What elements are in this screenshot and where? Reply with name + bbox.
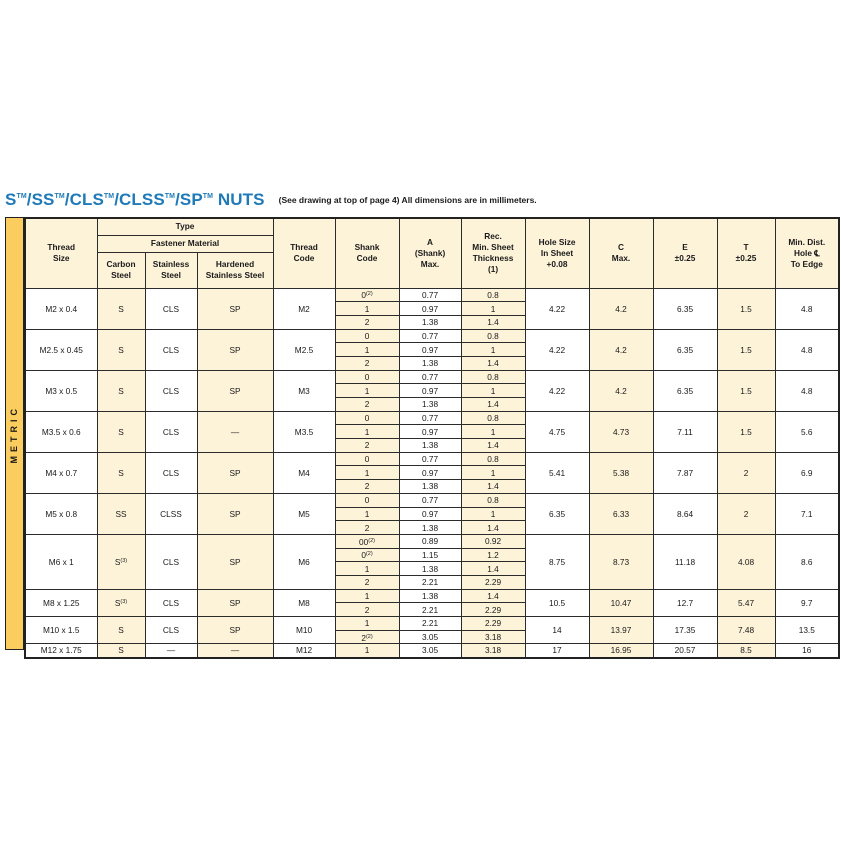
cell-stainless-steel: CLS xyxy=(145,452,197,493)
table-row xyxy=(25,644,839,658)
cell-shank-value: 1 xyxy=(364,467,370,478)
cell-shank-value: 0 xyxy=(364,330,370,341)
cell-a-shank: 1.38 xyxy=(399,589,461,603)
cell-rec-min-sheet: 1 xyxy=(461,425,525,439)
footnote-ref: (3) xyxy=(120,558,128,565)
cell-t: 1.5 xyxy=(717,288,775,329)
cell-rec-min-sheet: 0.8 xyxy=(461,493,525,507)
cell-shank-code xyxy=(335,315,399,329)
cell-c-max: 16.95 xyxy=(589,644,653,658)
header-hole-size: Hole Size In Sheet +0.08 xyxy=(525,218,589,288)
header-fastener-material: Fastener Material xyxy=(97,235,273,252)
cell-rec-min-sheet: 0.8 xyxy=(461,411,525,425)
cell-rec-min-sheet: 1 xyxy=(461,302,525,316)
title-part: /SP xyxy=(175,190,203,209)
cell-shank-code xyxy=(335,370,399,384)
cell-carbon-steel xyxy=(97,329,145,370)
cell-a-shank: 2.21 xyxy=(399,575,461,589)
title-part: /CLSS xyxy=(114,190,165,209)
cell-carbon-value: SS xyxy=(115,508,127,519)
title-note: (See drawing at top of page 4) All dimensions are in millimeters. xyxy=(278,195,537,205)
cell-shank-value: 1 xyxy=(364,618,370,629)
cell-shank-value: 0 xyxy=(364,454,370,465)
cell-carbon-value: S xyxy=(114,557,121,568)
cell-a-shank: 1.38 xyxy=(399,562,461,576)
cell-rec-min-sheet: 3.18 xyxy=(461,644,525,658)
cell-thread-code: M3.5 xyxy=(273,411,335,452)
cell-shank-code xyxy=(335,425,399,439)
cell-a-shank: 0.97 xyxy=(399,302,461,316)
cell-shank-code xyxy=(335,439,399,453)
cell-shank-code xyxy=(335,507,399,521)
cell-shank-value: 2 xyxy=(364,481,370,492)
cell-thread-size: M5 x 0.8 xyxy=(25,493,97,534)
cell-thread-code: M3 xyxy=(273,370,335,411)
cell-shank-code xyxy=(335,493,399,507)
cell-rec-min-sheet: 1 xyxy=(461,507,525,521)
cell-e: 17.35 xyxy=(653,617,717,644)
trademark-mark: TM xyxy=(202,193,214,200)
cell-hardened-stainless: SP xyxy=(197,617,273,644)
table-row xyxy=(25,452,839,466)
cell-shank-code xyxy=(335,302,399,316)
cell-stainless-steel: CLS xyxy=(145,534,197,589)
cell-c-max: 13.97 xyxy=(589,617,653,644)
cell-min-dist: 4.8 xyxy=(775,288,839,329)
cell-carbon-steel xyxy=(97,493,145,534)
cell-hardened-stainless: SP xyxy=(197,534,273,589)
header-thread-code: Thread Code xyxy=(273,218,335,288)
cell-a-shank: 1.38 xyxy=(399,521,461,535)
cell-a-shank: 0.89 xyxy=(399,534,461,548)
cell-carbon-value: S xyxy=(118,645,124,656)
cell-rec-min-sheet: 1.4 xyxy=(461,521,525,535)
cell-hole-size: 17 xyxy=(525,644,589,658)
header-a-shank: A (Shank) Max. xyxy=(399,218,461,288)
metric-side-label xyxy=(8,405,21,464)
cell-shank-value: 1 xyxy=(364,563,370,574)
header-t: T ±0.25 xyxy=(717,218,775,288)
title-part: /SS xyxy=(26,190,55,209)
cell-carbon-steel xyxy=(97,534,145,589)
cell-shank-code xyxy=(335,562,399,576)
cell-stainless-steel: CLS xyxy=(145,288,197,329)
cell-rec-min-sheet: 1 xyxy=(461,384,525,398)
cell-hole-size: 5.41 xyxy=(525,452,589,493)
cell-c-max: 5.38 xyxy=(589,452,653,493)
cell-t: 1.5 xyxy=(717,370,775,411)
cell-shank-code xyxy=(335,630,399,644)
cell-thread-code: M2 xyxy=(273,288,335,329)
cell-t: 5.47 xyxy=(717,589,775,616)
footnote-ref: (3) xyxy=(120,599,128,606)
cell-a-shank: 0.77 xyxy=(399,452,461,466)
cell-c-max: 4.2 xyxy=(589,288,653,329)
cell-shank-value: 1 xyxy=(364,590,370,601)
cell-hardened-stainless: SP xyxy=(197,329,273,370)
cell-stainless-steel: CLS xyxy=(145,411,197,452)
cell-shank-code xyxy=(335,603,399,617)
table-body xyxy=(25,288,839,658)
cell-shank-code xyxy=(335,411,399,425)
cell-thread-code: M8 xyxy=(273,589,335,616)
cell-shank-value: 2 xyxy=(364,522,370,533)
cell-shank-code xyxy=(335,452,399,466)
cell-shank-code xyxy=(335,288,399,302)
cell-shank-code xyxy=(335,466,399,480)
cell-shank-code xyxy=(335,575,399,589)
cell-hole-size: 8.75 xyxy=(525,534,589,589)
trademark-mark: TM xyxy=(164,193,176,200)
title-main xyxy=(5,190,265,209)
cell-hole-size: 10.5 xyxy=(525,589,589,616)
cell-shank-code xyxy=(335,398,399,412)
cell-rec-min-sheet: 1 xyxy=(461,466,525,480)
cell-a-shank: 0.97 xyxy=(399,384,461,398)
cell-shank-code xyxy=(335,521,399,535)
cell-shank-value: 1 xyxy=(364,508,370,519)
cell-rec-min-sheet: 3.18 xyxy=(461,630,525,644)
cell-carbon-value: S xyxy=(118,426,124,437)
cell-e: 6.35 xyxy=(653,288,717,329)
title-part: /CLS xyxy=(64,190,104,209)
cell-thread-size: M6 x 1 xyxy=(25,534,97,589)
header-shank-code: Shank Code xyxy=(335,218,399,288)
title-part: S xyxy=(5,190,17,209)
cell-thread-size: M2 x 0.4 xyxy=(25,288,97,329)
table-row xyxy=(25,617,839,631)
cell-rec-min-sheet: 2.29 xyxy=(461,575,525,589)
cell-a-shank: 0.77 xyxy=(399,370,461,384)
cell-e: 6.35 xyxy=(653,329,717,370)
cell-thread-size: M3.5 x 0.6 xyxy=(25,411,97,452)
header-thread-size: Thread Size xyxy=(25,218,97,288)
cell-hole-size: 4.75 xyxy=(525,411,589,452)
cell-a-shank: 3.05 xyxy=(399,630,461,644)
page-title xyxy=(5,190,537,210)
header-c-max: C Max. xyxy=(589,218,653,288)
cell-thread-size: M2.5 x 0.45 xyxy=(25,329,97,370)
cell-shank-code xyxy=(335,548,399,562)
cell-shank-value: 2 xyxy=(364,440,370,451)
side-label-text: METRIC xyxy=(9,405,19,464)
table-row xyxy=(25,411,839,425)
cell-carbon-steel xyxy=(97,452,145,493)
trademark-mark: TM xyxy=(54,193,65,200)
cell-a-shank: 1.38 xyxy=(399,356,461,370)
cell-min-dist: 13.5 xyxy=(775,617,839,644)
cell-hole-size: 4.22 xyxy=(525,288,589,329)
cell-shank-value: 2 xyxy=(364,317,370,328)
cell-rec-min-sheet: 0.8 xyxy=(461,329,525,343)
cell-rec-min-sheet: 1.4 xyxy=(461,356,525,370)
table-row xyxy=(25,288,839,302)
cell-shank-value: 0 xyxy=(364,371,370,382)
cell-rec-min-sheet: 1.4 xyxy=(461,589,525,603)
cell-a-shank: 1.38 xyxy=(399,439,461,453)
cell-t: 2 xyxy=(717,493,775,534)
cell-c-max: 4.2 xyxy=(589,329,653,370)
footnote-ref: (2) xyxy=(368,537,376,544)
cell-hole-size: 14 xyxy=(525,617,589,644)
header-rec-min-sheet: Rec. Min. Sheet Thickness (1) xyxy=(461,218,525,288)
cell-min-dist: 9.7 xyxy=(775,589,839,616)
cell-carbon-steel xyxy=(97,644,145,658)
cell-hardened-stainless: SP xyxy=(197,452,273,493)
cell-rec-min-sheet: 2.29 xyxy=(461,603,525,617)
cell-carbon-steel xyxy=(97,589,145,616)
title-part: NUTS xyxy=(213,190,265,209)
cell-a-shank: 0.97 xyxy=(399,343,461,357)
cell-c-max: 4.73 xyxy=(589,411,653,452)
cell-rec-min-sheet: 0.92 xyxy=(461,534,525,548)
cell-hole-size: 4.22 xyxy=(525,370,589,411)
cell-a-shank: 0.97 xyxy=(399,507,461,521)
cell-shank-code xyxy=(335,343,399,357)
trademark-mark: TM xyxy=(103,193,115,200)
trademark-mark: TM xyxy=(16,193,27,200)
cell-shank-code xyxy=(335,644,399,658)
cell-a-shank: 1.38 xyxy=(399,398,461,412)
cell-carbon-steel xyxy=(97,617,145,644)
cell-e: 8.64 xyxy=(653,493,717,534)
cell-carbon-value: S xyxy=(118,625,124,636)
cell-rec-min-sheet: 1.4 xyxy=(461,439,525,453)
cell-shank-code xyxy=(335,480,399,494)
cell-a-shank: 0.77 xyxy=(399,411,461,425)
cell-thread-size: M3 x 0.5 xyxy=(25,370,97,411)
cell-hole-size: 6.35 xyxy=(525,493,589,534)
cell-t: 8.5 xyxy=(717,644,775,658)
cell-thread-size: M10 x 1.5 xyxy=(25,617,97,644)
cell-thread-code: M5 xyxy=(273,493,335,534)
cell-shank-value: 0 xyxy=(361,550,366,561)
header-hardened-stainless: Hardened Stainless Steel xyxy=(197,252,273,288)
cell-shank-code xyxy=(335,384,399,398)
cell-carbon-value: S xyxy=(118,344,124,355)
cell-e: 7.11 xyxy=(653,411,717,452)
cell-min-dist: 6.9 xyxy=(775,452,839,493)
cell-stainless-steel: — xyxy=(145,644,197,658)
cell-min-dist: 4.8 xyxy=(775,329,839,370)
cell-t: 1.5 xyxy=(717,411,775,452)
cell-stainless-steel: CLS xyxy=(145,617,197,644)
cell-a-shank: 0.97 xyxy=(399,466,461,480)
cell-shank-value: 00 xyxy=(359,536,369,547)
cell-a-shank: 3.05 xyxy=(399,644,461,658)
table-row xyxy=(25,534,839,548)
footnote-ref: (2) xyxy=(365,291,373,298)
cell-min-dist: 7.1 xyxy=(775,493,839,534)
cell-a-shank: 1.38 xyxy=(399,480,461,494)
cell-stainless-steel: CLSS xyxy=(145,493,197,534)
cell-shank-code xyxy=(335,329,399,343)
cell-rec-min-sheet: 2.29 xyxy=(461,617,525,631)
header-stainless-steel: Stainless Steel xyxy=(145,252,197,288)
cell-rec-min-sheet: 0.8 xyxy=(461,370,525,384)
cell-hardened-stainless: SP xyxy=(197,493,273,534)
cell-a-shank: 0.77 xyxy=(399,288,461,302)
cell-thread-code: M12 xyxy=(273,644,335,658)
cell-shank-value: 0 xyxy=(364,413,370,424)
cell-shank-value: 1 xyxy=(364,303,370,314)
cell-shank-value: 2 xyxy=(364,604,370,615)
cell-c-max: 8.73 xyxy=(589,534,653,589)
cell-hardened-stainless: SP xyxy=(197,288,273,329)
cell-shank-value: 2 xyxy=(364,399,370,410)
cell-thread-code: M4 xyxy=(273,452,335,493)
cell-shank-value: 2 xyxy=(364,577,370,588)
cell-carbon-steel xyxy=(97,288,145,329)
cell-rec-min-sheet: 1.4 xyxy=(461,562,525,576)
header-e: E ±0.25 xyxy=(653,218,717,288)
cell-shank-value: 0 xyxy=(364,495,370,506)
cell-rec-min-sheet: 1.4 xyxy=(461,398,525,412)
cell-rec-min-sheet: 1.4 xyxy=(461,315,525,329)
cell-c-max: 6.33 xyxy=(589,493,653,534)
cell-carbon-value: S xyxy=(114,598,121,609)
cell-shank-code xyxy=(335,617,399,631)
cell-shank-value: 1 xyxy=(364,645,370,656)
header-type: Type xyxy=(97,218,273,235)
cell-shank-value: 2 xyxy=(364,358,370,369)
cell-thread-code: M2.5 xyxy=(273,329,335,370)
cell-carbon-steel xyxy=(97,411,145,452)
cell-carbon-steel xyxy=(97,370,145,411)
cell-shank-code xyxy=(335,356,399,370)
table-row xyxy=(25,493,839,507)
cell-min-dist: 5.6 xyxy=(775,411,839,452)
header-min-dist: Min. Dist. Hole ℄ To Edge xyxy=(775,218,839,288)
cell-hardened-stainless: — xyxy=(197,411,273,452)
cell-a-shank: 0.77 xyxy=(399,493,461,507)
cell-rec-min-sheet: 0.8 xyxy=(461,452,525,466)
cell-a-shank: 0.77 xyxy=(399,329,461,343)
cell-a-shank: 2.21 xyxy=(399,617,461,631)
cell-shank-value: 0 xyxy=(361,290,366,301)
cell-c-max: 4.2 xyxy=(589,370,653,411)
cell-t: 4.08 xyxy=(717,534,775,589)
table-row xyxy=(25,589,839,603)
cell-thread-size: M4 x 0.7 xyxy=(25,452,97,493)
cell-t: 2 xyxy=(717,452,775,493)
footnote-ref: (2) xyxy=(365,551,373,558)
cell-e: 7.87 xyxy=(653,452,717,493)
cell-carbon-value: S xyxy=(118,303,124,314)
cell-a-shank: 2.21 xyxy=(399,603,461,617)
footnote-ref: (2) xyxy=(365,633,373,640)
cell-min-dist: 4.8 xyxy=(775,370,839,411)
cell-a-shank: 1.38 xyxy=(399,315,461,329)
cell-thread-size: M12 x 1.75 xyxy=(25,644,97,658)
cell-min-dist: 16 xyxy=(775,644,839,658)
cell-e: 12.7 xyxy=(653,589,717,616)
cell-shank-code xyxy=(335,534,399,548)
cell-thread-code: M6 xyxy=(273,534,335,589)
cell-thread-code: M10 xyxy=(273,617,335,644)
cell-shank-value: 2 xyxy=(361,632,366,643)
cell-carbon-value: S xyxy=(118,385,124,396)
cell-t: 7.48 xyxy=(717,617,775,644)
cell-shank-value: 1 xyxy=(364,426,370,437)
cell-hardened-stainless: SP xyxy=(197,589,273,616)
cell-hole-size: 4.22 xyxy=(525,329,589,370)
cell-rec-min-sheet: 1.4 xyxy=(461,480,525,494)
cell-a-shank: 0.97 xyxy=(399,425,461,439)
metric-nuts-table xyxy=(24,217,840,659)
cell-shank-code xyxy=(335,589,399,603)
cell-thread-size: M8 x 1.25 xyxy=(25,589,97,616)
table-row xyxy=(25,370,839,384)
cell-rec-min-sheet: 0.8 xyxy=(461,288,525,302)
cell-carbon-value: S xyxy=(118,467,124,478)
table-row xyxy=(25,329,839,343)
cell-rec-min-sheet: 1.2 xyxy=(461,548,525,562)
cell-hardened-stainless: — xyxy=(197,644,273,658)
cell-min-dist: 8.6 xyxy=(775,534,839,589)
cell-e: 11.18 xyxy=(653,534,717,589)
cell-t: 1.5 xyxy=(717,329,775,370)
cell-e: 6.35 xyxy=(653,370,717,411)
cell-shank-value: 1 xyxy=(364,344,370,355)
cell-stainless-steel: CLS xyxy=(145,589,197,616)
header-carbon-steel: Carbon Steel xyxy=(97,252,145,288)
cell-stainless-steel: CLS xyxy=(145,329,197,370)
cell-hardened-stainless: SP xyxy=(197,370,273,411)
cell-a-shank: 1.15 xyxy=(399,548,461,562)
cell-rec-min-sheet: 1 xyxy=(461,343,525,357)
cell-e: 20.57 xyxy=(653,644,717,658)
cell-stainless-steel: CLS xyxy=(145,370,197,411)
cell-shank-value: 1 xyxy=(364,385,370,396)
cell-c-max: 10.47 xyxy=(589,589,653,616)
